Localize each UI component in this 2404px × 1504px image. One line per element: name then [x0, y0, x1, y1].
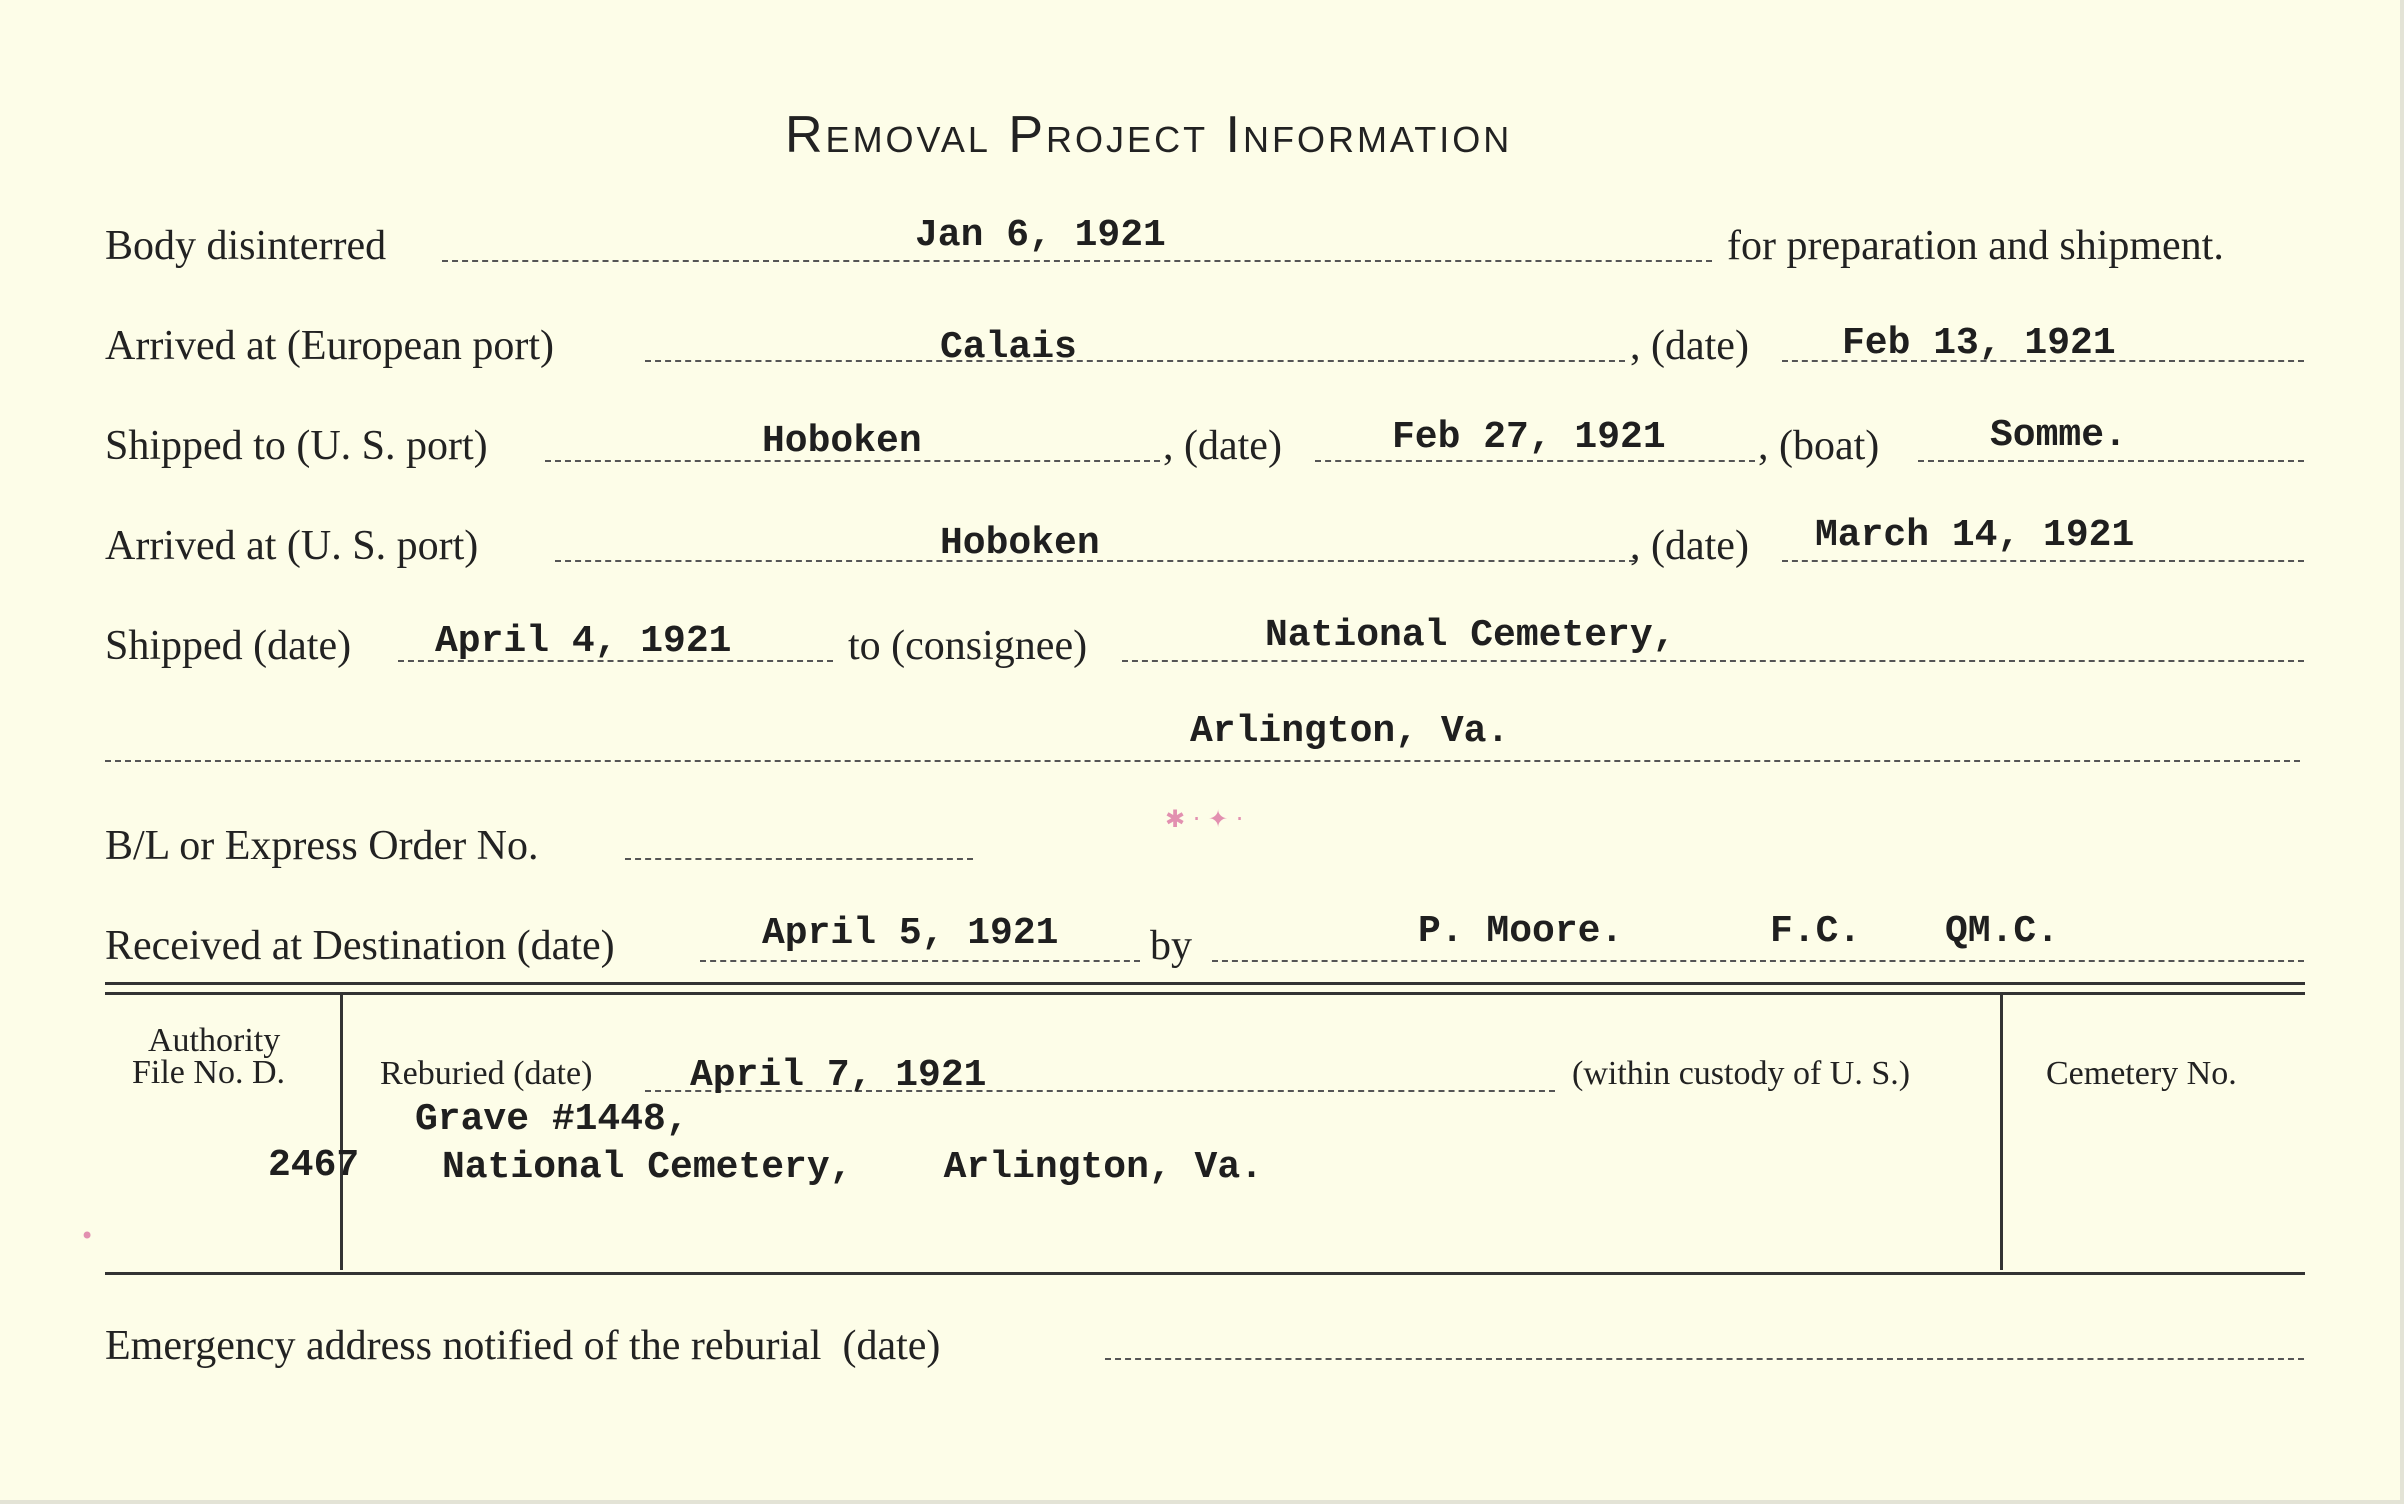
arrived-european-port-line	[645, 360, 1625, 362]
cemetery-no-label: Cemetery No.	[2046, 1055, 2237, 1092]
arrived-us-date-label: , (date)	[1630, 523, 1749, 569]
shipped-us-date-line	[1315, 460, 1755, 462]
reburied-date: April 7, 1921	[690, 1054, 987, 1097]
arrived-european-date: Feb 13, 1921	[1842, 322, 2116, 365]
consignee-line2: Arlington, Va.	[1190, 710, 1510, 753]
received-by-corps: QM.C.	[1945, 910, 2060, 953]
received-label: Received at Destination (date)	[105, 923, 615, 969]
consignee-line-2	[105, 760, 2300, 762]
preparation-label: for preparation and shipment.	[1727, 223, 2224, 269]
bl-line	[625, 858, 973, 860]
authority-label-1: Authority	[148, 1022, 281, 1059]
emergency-line	[1105, 1358, 2304, 1360]
body-disinterred-label: Body disinterred	[105, 223, 387, 269]
arrived-european-date-label: , (date)	[1630, 323, 1749, 369]
boat-label: , (boat)	[1758, 423, 1880, 469]
by-label: by	[1150, 923, 1192, 969]
arrived-us-label: Arrived at (U. S. port)	[105, 523, 479, 569]
box-divider-left	[340, 995, 343, 1270]
emergency-label: Emergency address notified of the reburial (date)	[105, 1323, 941, 1369]
consignee-line1: National Cemetery,	[1265, 614, 1676, 657]
received-date-line	[700, 960, 1140, 962]
box-bottom-rule	[105, 1272, 2305, 1275]
received-by-line	[1212, 960, 2304, 962]
body-disinterred-line	[442, 260, 1712, 262]
reburied-label: Reburied (date)	[380, 1055, 593, 1092]
body-disinterred-date: Jan 6, 1921	[915, 214, 1166, 257]
cemetery-line: National Cemetery, Arlington, Va.	[442, 1146, 1263, 1189]
stamp-dot: •	[80, 1222, 95, 1250]
form-title: Removal Project Information	[785, 106, 1513, 164]
grave-line: Grave #1448,	[415, 1098, 689, 1141]
consignee-label: to (consignee)	[848, 623, 1088, 669]
received-date: April 5, 1921	[762, 912, 1059, 955]
shipped-us-port: Hoboken	[762, 420, 922, 463]
custody-label: (within custody of U. S.)	[1572, 1055, 1911, 1092]
boat-name: Somme.	[1990, 414, 2127, 457]
bl-label: B/L or Express Order No.	[105, 823, 539, 869]
arrived-us-port: Hoboken	[940, 522, 1100, 565]
consignee-line-1	[1122, 660, 2304, 662]
arrived-european-label: Arrived at (European port)	[105, 323, 554, 369]
shipped-date: April 4, 1921	[435, 620, 732, 663]
authority-file-no: 2467	[268, 1144, 360, 1187]
shipped-us-date: Feb 27, 1921	[1392, 416, 1666, 459]
box-top-rule-2	[105, 992, 2305, 995]
received-by-rank: F.C.	[1770, 910, 1862, 953]
shipped-us-date-label: , (date)	[1163, 423, 1282, 469]
received-by: P. Moore.	[1418, 910, 1624, 953]
arrived-european-port: Calais	[940, 326, 1077, 369]
shipped-us-label: Shipped to (U. S. port)	[105, 423, 488, 469]
shipped-date-label: Shipped (date)	[105, 623, 352, 669]
boat-line	[1918, 460, 2304, 462]
faint-stamp-mark: ✱ · ✦ ·	[1165, 805, 1244, 833]
box-divider-right	[2000, 995, 2003, 1270]
box-top-rule-1	[105, 982, 2305, 985]
arrived-us-date-line	[1782, 560, 2304, 562]
authority-label-2: File No. D.	[132, 1054, 285, 1091]
arrived-us-date: March 14, 1921	[1815, 514, 2135, 557]
